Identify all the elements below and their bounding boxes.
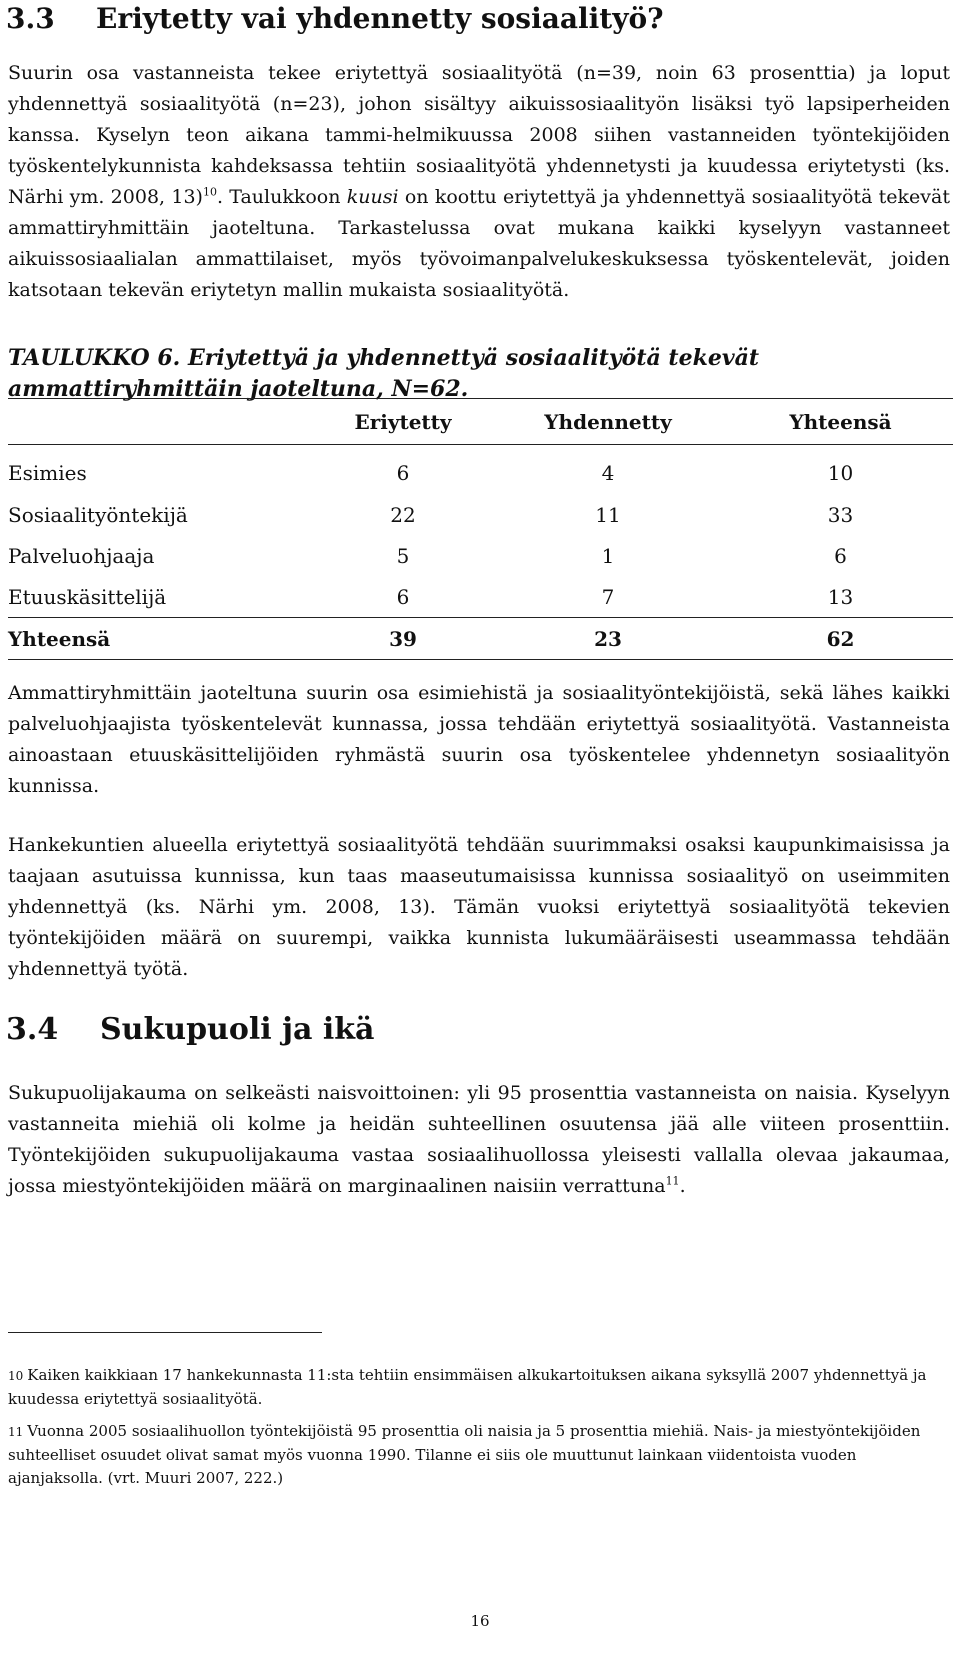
header-cell	[8, 399, 318, 445]
paragraph-text: . Taulukkoon	[216, 186, 347, 208]
table-cell: 7	[601, 584, 615, 609]
paragraph-text: .	[679, 1175, 686, 1197]
section-heading-3-3	[6, 0, 664, 38]
table-cell: 6	[396, 460, 410, 485]
table-6	[8, 398, 953, 660]
table-row	[8, 576, 953, 618]
section-heading-3-4	[6, 1010, 374, 1050]
footnote-10	[8, 1364, 950, 1411]
section-title: Sukupuoli ja ikä	[100, 1012, 375, 1047]
data-table	[8, 399, 953, 660]
table-caption: TAULUKKO 6. Eriytettyä ja yhdennettyä sosiaalityötä tekevät ammattiryhmittäin jaoteltuna, N=62.	[8, 345, 760, 402]
total-cell: 62	[728, 618, 953, 660]
table-cell: 6	[396, 584, 410, 609]
footnote-divider	[8, 1332, 322, 1333]
header-cell: Eriytetty	[318, 399, 488, 445]
table-cell: 22	[390, 502, 416, 527]
paragraph-professions: Ammattiryhmittäin jaoteltuna suurin osa esimiehistä ja sosiaalityöntekijöistä, sekä lähes kaikki palveluohjaajista työskentelevät kunnassa, jossa tehdään eriytettyä sosiaalityötä. Vastanneista ainoastaan etuuskäsittelijöiden ryhmästä suurin osa työskentelee yhdennetyn sosiaalityön kunnissa.	[8, 682, 950, 797]
table-cell: 11	[595, 502, 621, 527]
table-cell: 6	[834, 543, 847, 568]
footnote-text: Vuonna 2005 sosiaalihuollon työntekijöistä 95 prosenttia oli naisia ja 5 prosenttia miehiä. Nais- ja miestyöntekijöiden suhteelliset osuudet olivat samat myös vuonna 1990. Tilanne ei siis ole muuttunut lainkaan viidentoista vuoden ajanjaksolla. (vrt. Muuri 2007, 222.)	[8, 1422, 921, 1487]
paragraph-municipalities: Hankekuntien alueella eriytettyä sosiaalityötä tehdään suurimmaksi osaksi kaupunkimaisissa ja taajaan asutuissa kunnissa, kun taas maaseutumaisissa kunnissa sosiaalityö on useimmiten yhdennettyä (ks. Närhi ym. 2008, 13). Tämän vuoksi eriytettyä sosiaalityötä tekevien työntekijöiden määrä on suurempi, vaikka kunnista lukumääräisesti useammassa tehdään yhdennettyä työtä.	[8, 834, 950, 980]
table-total-row	[8, 618, 953, 660]
row-label: Esimies	[8, 460, 87, 485]
paragraph-gender	[8, 1078, 950, 1202]
table-row	[8, 445, 953, 495]
row-label: Palveluohjaaja	[8, 543, 155, 568]
table-cell: 33	[827, 502, 854, 527]
total-label: Yhteensä	[8, 618, 318, 660]
row-label: Etuuskäsittelijä	[8, 584, 167, 609]
table-cell: 13	[827, 584, 854, 609]
table-row	[8, 494, 953, 535]
total-cell: 23	[488, 618, 728, 660]
footnote-mark: 10	[8, 1369, 24, 1383]
footnote-ref-11[interactable]: 11	[665, 1174, 680, 1188]
page-number: 16	[470, 1612, 490, 1630]
table-cell: 1	[601, 543, 615, 568]
paragraph-text: Suurin osa vastanneista tekee eriytettyä sosiaalityötä (n=39, noin 63 prosenttia) ja loput yhdennettyä sosiaalityötä (n=23), johon sisältyy aikuissosiaalityön lisäksi työ lapsiperheiden kanssa. Kyselyn teon aikana tammi-helmikuussa 2008 siihen vastanneiden työntekijöiden työskentelykunnista kahdeksassa tehtiin sosiaalityötä yhdennetysti ja kuudessa eriytetysti (ks. Närhi ym. 2008, 13)	[8, 62, 950, 208]
section-title: Eriytetty vai yhdennetty sosiaalityö?	[96, 2, 664, 35]
header-cell: Yhteensä	[728, 399, 953, 445]
footnote-mark: 11	[8, 1425, 24, 1439]
paragraph-text: Sukupuolijakauma on selkeästi naisvoittoinen: yli 95 prosenttia vastanneista on naisia. Kyselyyn vastanneita miehiä oli kolme ja heidän suhteellinen osuutensa jää alle viiteen prosenttiin. Työntekijöiden sukupuolijakauma vastaa sosiaalihuollossa yleisesti vallalla olevaa jakaumaa, jossa miestyöntekijöiden määrä on marginaalinen naisiin verrattuna	[8, 1082, 950, 1197]
footnote-ref-10[interactable]: 10	[202, 185, 217, 199]
table-header-row	[8, 399, 953, 445]
total-cell: 39	[318, 618, 488, 660]
row-label: Sosiaalityöntekijä	[8, 502, 188, 527]
footnote-11	[8, 1420, 950, 1490]
table-row	[8, 535, 953, 576]
section-number: 3.4	[6, 1012, 59, 1047]
table-cell: 5	[396, 543, 410, 568]
footnote-text: Kaiken kaikkiaan 17 hankekunnasta 11:sta tehtiin ensimmäisen alkukartoituksen aikana syksyllä 2007 yhdennettyä ja kuudessa eriytettyä sosiaalityötä.	[8, 1366, 927, 1408]
header-cell: Yhdennetty	[488, 399, 728, 445]
table-cell: 4	[601, 460, 615, 485]
emphasis-text: kuusi	[346, 186, 399, 208]
paragraph-intro	[8, 58, 950, 306]
paragraph-text: on koottu eriytettyä ja yhdennettyä sosiaalityötä tekevät ammattiryhmittäin jaoteltuna. Tarkastelussa ovat mukana kaikki kyselyyn vastanneet aikuissosiaalialan ammattilaiset, myös työvoimanpalvelukeskuksessa työskentelevät, joiden katsotaan tekevän eriytetyn mallin mukaista sosiaalityötä.	[8, 186, 951, 301]
section-number: 3.3	[6, 2, 55, 35]
table-cell: 10	[827, 460, 854, 485]
